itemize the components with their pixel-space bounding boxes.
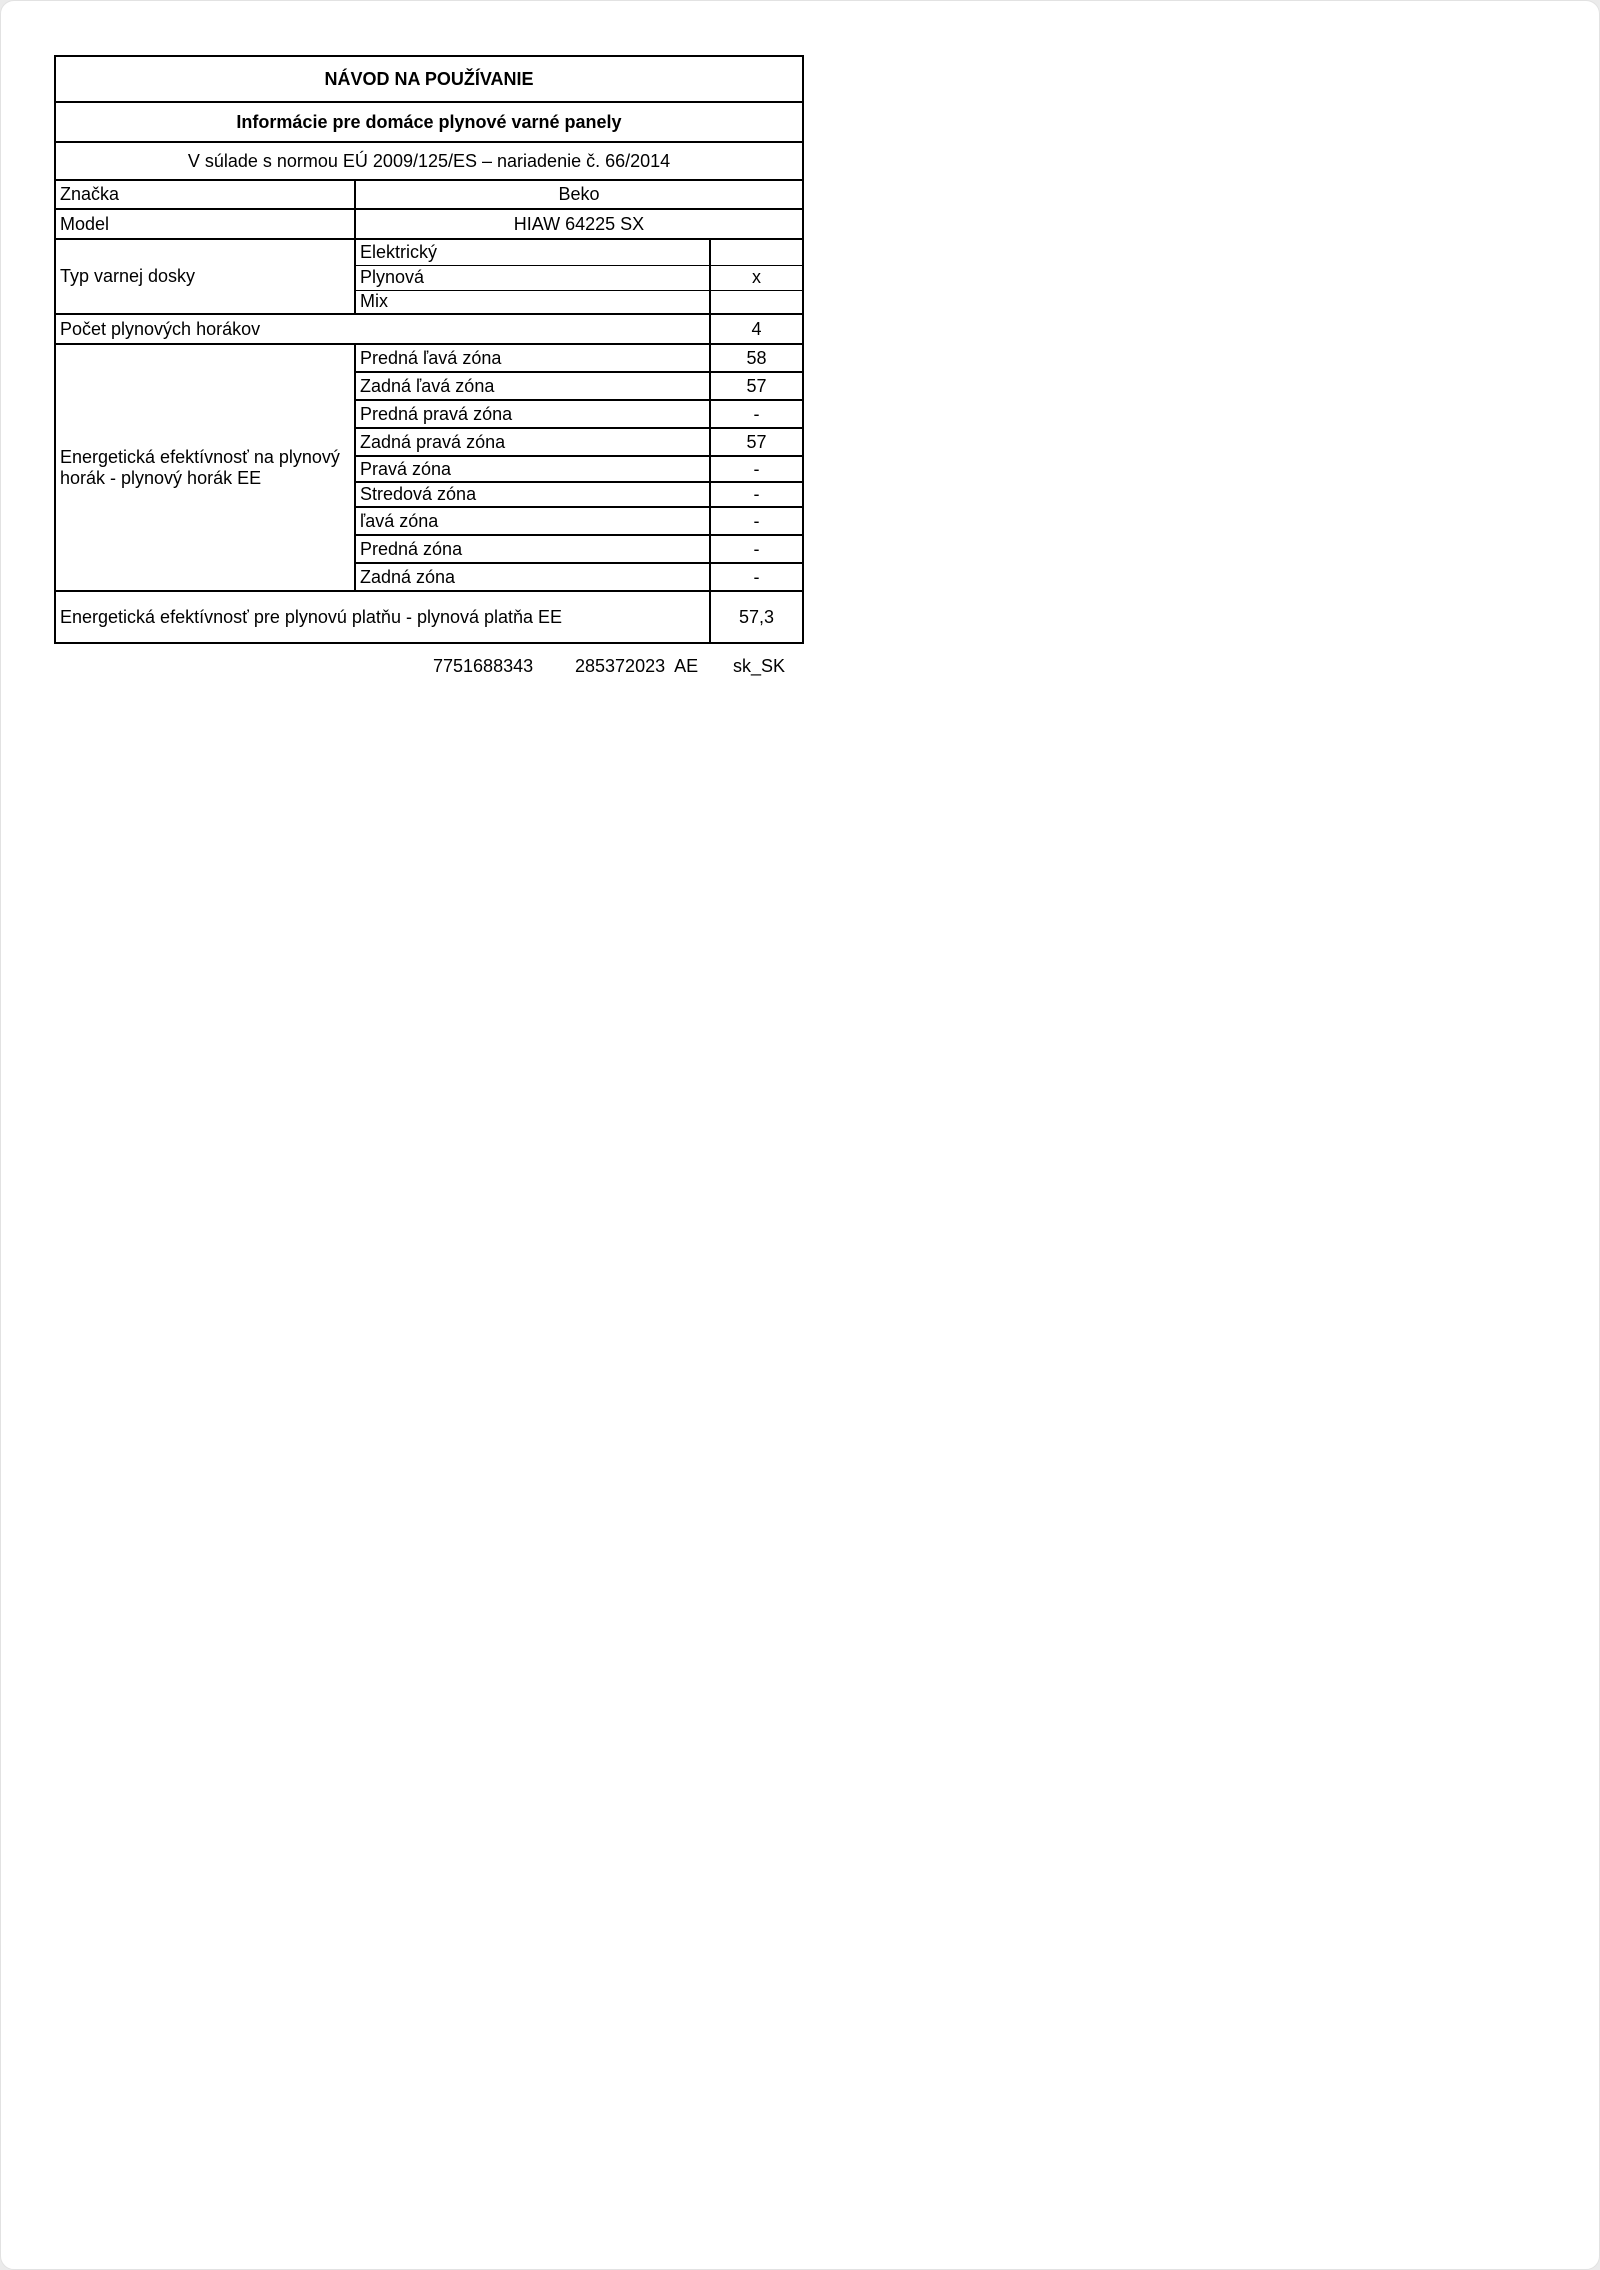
document-subtitle: Informácie pre domáce plynové varné panely [55, 102, 803, 142]
hob-type-option-label: Mix [355, 290, 710, 314]
hob-efficiency-label: Energetická efektívnosť pre plynovú platňu - plynová platňa EE [55, 591, 710, 643]
zone-value: - [710, 482, 803, 507]
footer-locale: sk_SK [733, 656, 786, 676]
burner-count-value: 4 [710, 314, 803, 344]
document-title: NÁVOD NA POUŽÍVANIE [55, 56, 803, 102]
hob-type-row [55, 239, 803, 265]
subtitle-row [55, 102, 803, 142]
hob-type-option-value [710, 290, 803, 314]
zone-label: Zadná ľavá zóna [355, 372, 710, 400]
regulation-row [55, 142, 803, 180]
zone-label: Predná pravá zóna [355, 400, 710, 428]
zone-value: - [710, 563, 803, 591]
zone-label: Pravá zóna [355, 456, 710, 482]
zone-label: Predná ľavá zóna [355, 344, 710, 372]
model-label: Model [55, 209, 355, 239]
footer-code-2: 285372023 AE [575, 656, 699, 676]
zone-row [55, 344, 803, 372]
hob-efficiency-value: 57,3 [710, 591, 803, 643]
regulation-text: V súlade s normou EÚ 2009/125/ES – nariadenie č. 66/2014 [55, 142, 803, 180]
brand-label: Značka [55, 180, 355, 209]
model-row [55, 209, 803, 239]
zone-label: Zadná zóna [355, 563, 710, 591]
zone-value: - [710, 535, 803, 563]
model-value: HIAW 64225 SX [355, 209, 803, 239]
hob-type-option-value [710, 239, 803, 265]
zone-value: 57 [710, 372, 803, 400]
zone-label: Predná zóna [355, 535, 710, 563]
hob-efficiency-row [55, 591, 803, 643]
hob-type-option-label: Plynová [355, 265, 710, 290]
footer-code-1: 7751688343 [433, 656, 534, 676]
zone-value: 57 [710, 428, 803, 456]
burner-count-row [55, 314, 803, 344]
zone-value: - [710, 456, 803, 482]
zone-label: ľavá zóna [355, 507, 710, 535]
title-row [55, 56, 803, 102]
hob-type-option-label: Elektrický [355, 239, 710, 265]
zone-value: 58 [710, 344, 803, 372]
zone-value: - [710, 507, 803, 535]
zone-value: - [710, 400, 803, 428]
product-info-table [54, 55, 804, 644]
burner-efficiency-label: Energetická efektívnosť na plynový horák - plynový horák EE [55, 344, 355, 591]
brand-row [55, 180, 803, 209]
burner-count-label: Počet plynových horákov [55, 314, 710, 344]
zone-label: Zadná pravá zóna [355, 428, 710, 456]
hob-type-label: Typ varnej dosky [55, 239, 355, 314]
hob-type-option-value: x [710, 265, 803, 290]
brand-value: Beko [355, 180, 803, 209]
zone-label: Stredová zóna [355, 482, 710, 507]
